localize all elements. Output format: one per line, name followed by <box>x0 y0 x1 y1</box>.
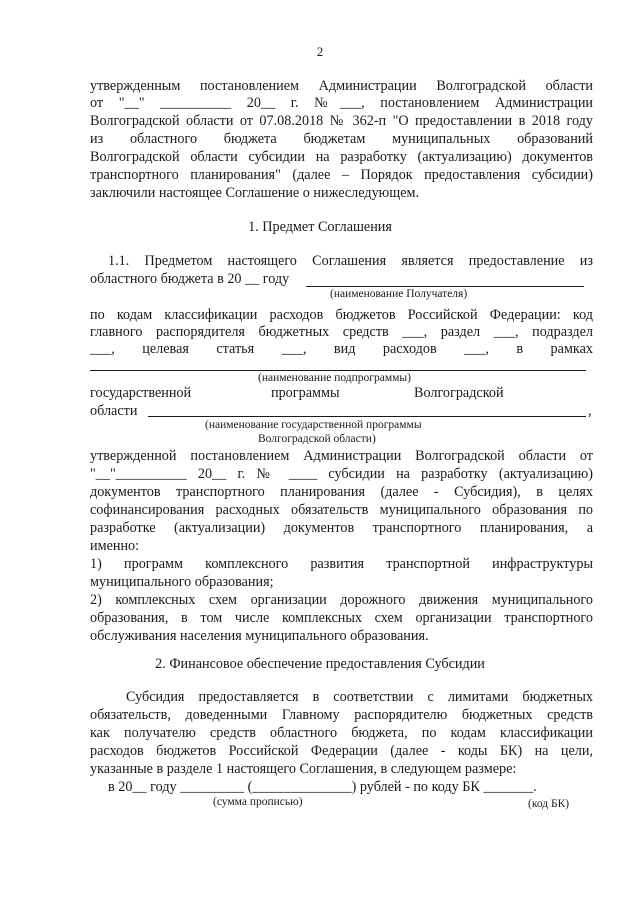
intro-line-6: транспортного планирования" (далее – Порядок предоставления субсидии) <box>90 167 593 183</box>
section-2-line-4: расходов бюджетов Российской Федерации (далее - коды БК) на цели, <box>90 743 593 759</box>
intro-line-4: из областного бюджета бюджетам муниципальных образований <box>90 131 593 147</box>
body-line-11: обслуживания населения муниципального образования. <box>90 628 429 644</box>
body-line-6: именно: <box>90 538 140 554</box>
intro-line-2: от "__" __________ 20__ г. №___, постановлением Администрации <box>90 95 593 111</box>
state-word-2: программы <box>271 385 340 401</box>
page-number: 2 <box>316 44 324 59</box>
amount-line: в 20__ году _________ (______________) рублей - по коду БК _______. <box>108 779 537 795</box>
body-line-7: 1) программ комплексного развития транспортной инфраструктуры <box>90 556 593 572</box>
section-2-line-5: указанные в разделе 1 настоящего Соглашения, в следующем размере: <box>90 761 517 777</box>
oblast-label: области <box>90 403 138 419</box>
caption-kbk: (код БК) <box>528 798 570 810</box>
intro-line-7: заключили настоящее Соглашение о нижеследующем. <box>90 185 420 201</box>
codes-line-3: ___, целевая статья ___, вид расходов ___, в рамках <box>90 341 593 357</box>
state-program-underline <box>148 416 586 417</box>
section-1-line-1: 1.1. Предметом настоящего Соглашения является предоставление из <box>108 253 593 269</box>
section-2-title: 2. Финансовое обеспечение предоставления Субсидии <box>155 656 485 672</box>
body-line-9: 2) комплексных схем организации дорожного движения муниципального <box>90 592 593 608</box>
caption-subprogram: (наименование подпрограммы) <box>258 372 411 384</box>
state-word-3: Волгоградской <box>414 385 504 401</box>
body-line-1: утвержденной постановлением Администрации Волгоградской области от <box>90 448 593 464</box>
codes-line-2: главного распорядителя бюджетных средств ___, раздел ___, подраздел <box>90 324 593 340</box>
caption-state-program-2: Волгоградской области) <box>258 433 376 445</box>
intro-line-1: утвержденным постановлением Администрации Волгоградской области <box>90 78 593 94</box>
caption-recipient: (наименование Получателя) <box>330 288 468 300</box>
body-line-10: образования, в том числе комплексных схем организации транспортного <box>90 610 593 626</box>
body-line-2: "__"__________ 20__ г. № ____ субсидии на разработку (актуализацию) <box>90 466 593 482</box>
section-1-line-2: областного бюджета в 20 __ году <box>90 271 290 287</box>
section-1-title: 1. Предмет Соглашения <box>248 219 392 235</box>
section-2-line-1: Субсидия предоставляется в соответствии с лимитами бюджетных <box>126 689 593 705</box>
caption-sum: (сумма прописью) <box>213 796 303 808</box>
state-word-1: государственной <box>90 385 192 401</box>
section-2-line-2: обязательств, доведенными Главному распорядителю бюджетных средств <box>90 707 593 723</box>
body-line-4: софинансирования расходных обязательств муниципального образования по <box>90 502 593 518</box>
body-line-3: документов транспортного планирования (далее - Субсидия), в целях <box>90 484 593 500</box>
body-line-5: разработке (актуализации) документов транспортного планирования, а <box>90 520 593 536</box>
section-2-line-3: как получателю средств областного бюджета, по кодам классификации <box>90 725 593 741</box>
oblast-comma: , <box>588 403 592 419</box>
intro-line-3: Волгоградской области от 07.08.2018 № 362-п "О предоставлении в 2018 году <box>90 113 593 129</box>
caption-state-program-1: (наименование государственной программы <box>205 419 422 431</box>
body-line-8: муниципального образования; <box>90 574 274 590</box>
codes-line-1: по кодам классификации расходов бюджетов Российской Федерации: код <box>90 307 593 323</box>
intro-line-5: Волгоградской области субсидии на разработку (актуализацию) документов <box>90 149 593 165</box>
